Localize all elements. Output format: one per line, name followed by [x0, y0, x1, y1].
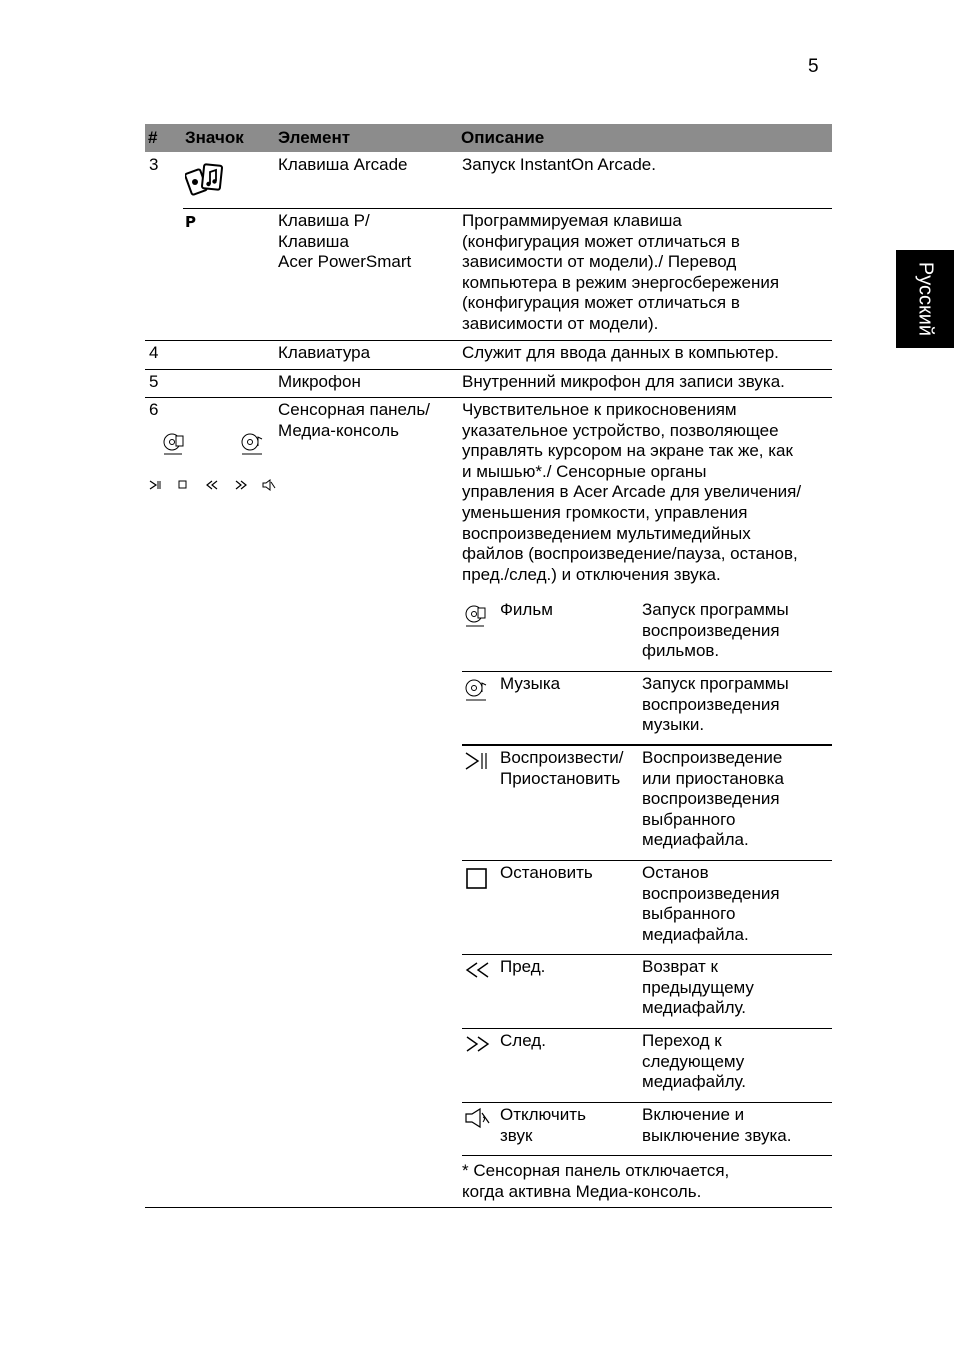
next-icon: [234, 479, 248, 491]
sub-divider: [462, 1155, 832, 1156]
sub-item-name: Отключить звук: [500, 1105, 586, 1145]
footnote: * Сенсорная панель отключается, когда активна Медиа-консоль.: [462, 1161, 730, 1201]
row-divider: [145, 340, 832, 341]
next-icon: [464, 1034, 492, 1054]
language-tab-label: Русский: [914, 261, 937, 337]
sub-item-name: След.: [500, 1031, 546, 1050]
element-name: Микрофон: [278, 372, 361, 391]
row-divider: [145, 369, 832, 370]
sub-item-description: Переход к следующему медиафайлу.: [642, 1031, 747, 1092]
arcade-key-icon: [185, 162, 227, 198]
sub-item-name: Пред.: [500, 957, 546, 976]
header-icon: Значок: [185, 128, 244, 147]
sub-item-name: Музыка: [500, 674, 561, 693]
music-icon: [240, 432, 266, 458]
music-icon: [464, 678, 490, 704]
row-number: 4: [149, 343, 159, 362]
header-num: #: [148, 128, 158, 147]
language-tab: [896, 250, 954, 348]
element-name: Клавиша Arcade: [278, 155, 408, 174]
sub-divider: [462, 671, 832, 672]
sub-item-description: Включение и выключение звука.: [642, 1105, 792, 1145]
play-pause-icon: [464, 750, 490, 772]
sub-divider: [462, 1028, 832, 1029]
element-name: Клавиша P/ Клавиша Acer PowerSmart: [278, 211, 412, 272]
p-key-icon: P: [185, 213, 196, 231]
sub-item-description: Воспроизведение или приостановка воспроизведения выбранного медиафайла.: [642, 748, 784, 850]
element-description: Чувствительное к прикосновениям указательное устройство, позволяющее управлять курсором на экране так же, как и мышью*./ Сенсорные органы управления в Acer Arcade для увеличения/ уменьшения громкости, управления воспроизведением мультимедийных файлов (воспроизведение/пауза, останов, пред./след.) и отключения звука.: [462, 400, 802, 584]
header-description: Описание: [461, 128, 545, 147]
table-header: [145, 124, 832, 152]
sub-item-description: Возврат к предыдущему медиафайлу.: [642, 957, 754, 1018]
element-name: Сенсорная панель/ Медиа-консоль: [278, 400, 430, 440]
table-bottom-border: [145, 1207, 832, 1208]
element-description: Служит для ввода данных в компьютер.: [462, 343, 779, 362]
play-pause-icon: [148, 479, 162, 491]
previous-icon: [205, 479, 219, 491]
stop-icon: [465, 867, 489, 891]
sub-item-name: Остановить: [500, 863, 593, 882]
row-number: 3: [149, 155, 159, 174]
header-element: Элемент: [278, 128, 351, 147]
previous-icon: [464, 960, 492, 980]
mute-icon: [262, 479, 276, 491]
element-description: Внутренний микрофон для записи звука.: [462, 372, 785, 391]
sub-item-name: Воспроизвести/ Приостановить: [500, 748, 624, 788]
row-number: 6: [149, 400, 159, 419]
row-number: 5: [149, 372, 159, 391]
sub-item-description: Запуск программы воспроизведения музыки.: [642, 674, 789, 735]
sub-item-description: Запуск программы воспроизведения фильмов.: [642, 600, 789, 661]
stop-icon: [178, 480, 188, 490]
sub-divider: [462, 744, 832, 746]
element-description: Запуск InstantOn Arcade.: [462, 155, 656, 174]
page-number: 5: [808, 56, 819, 77]
sub-divider: [462, 954, 832, 955]
sub-divider: [462, 860, 832, 861]
movie-icon: [162, 432, 188, 458]
sub-divider: [462, 1102, 832, 1103]
movie-icon: [464, 604, 490, 630]
element-description: Программируемая клавиша (конфигурация может отличаться в зависимости от модели)./ Перевод компьютера в режим энергосбережения (конфигурация может отличаться в зависимости от модели).: [462, 211, 780, 333]
row-divider: [145, 397, 832, 398]
sub-item-description: Останов воспроизведения выбранного медиафайла.: [642, 863, 780, 944]
element-name: Клавиатура: [278, 343, 371, 362]
sub-item-name: Фильм: [500, 600, 553, 619]
row-divider: [183, 208, 832, 209]
mute-icon: [464, 1107, 492, 1129]
